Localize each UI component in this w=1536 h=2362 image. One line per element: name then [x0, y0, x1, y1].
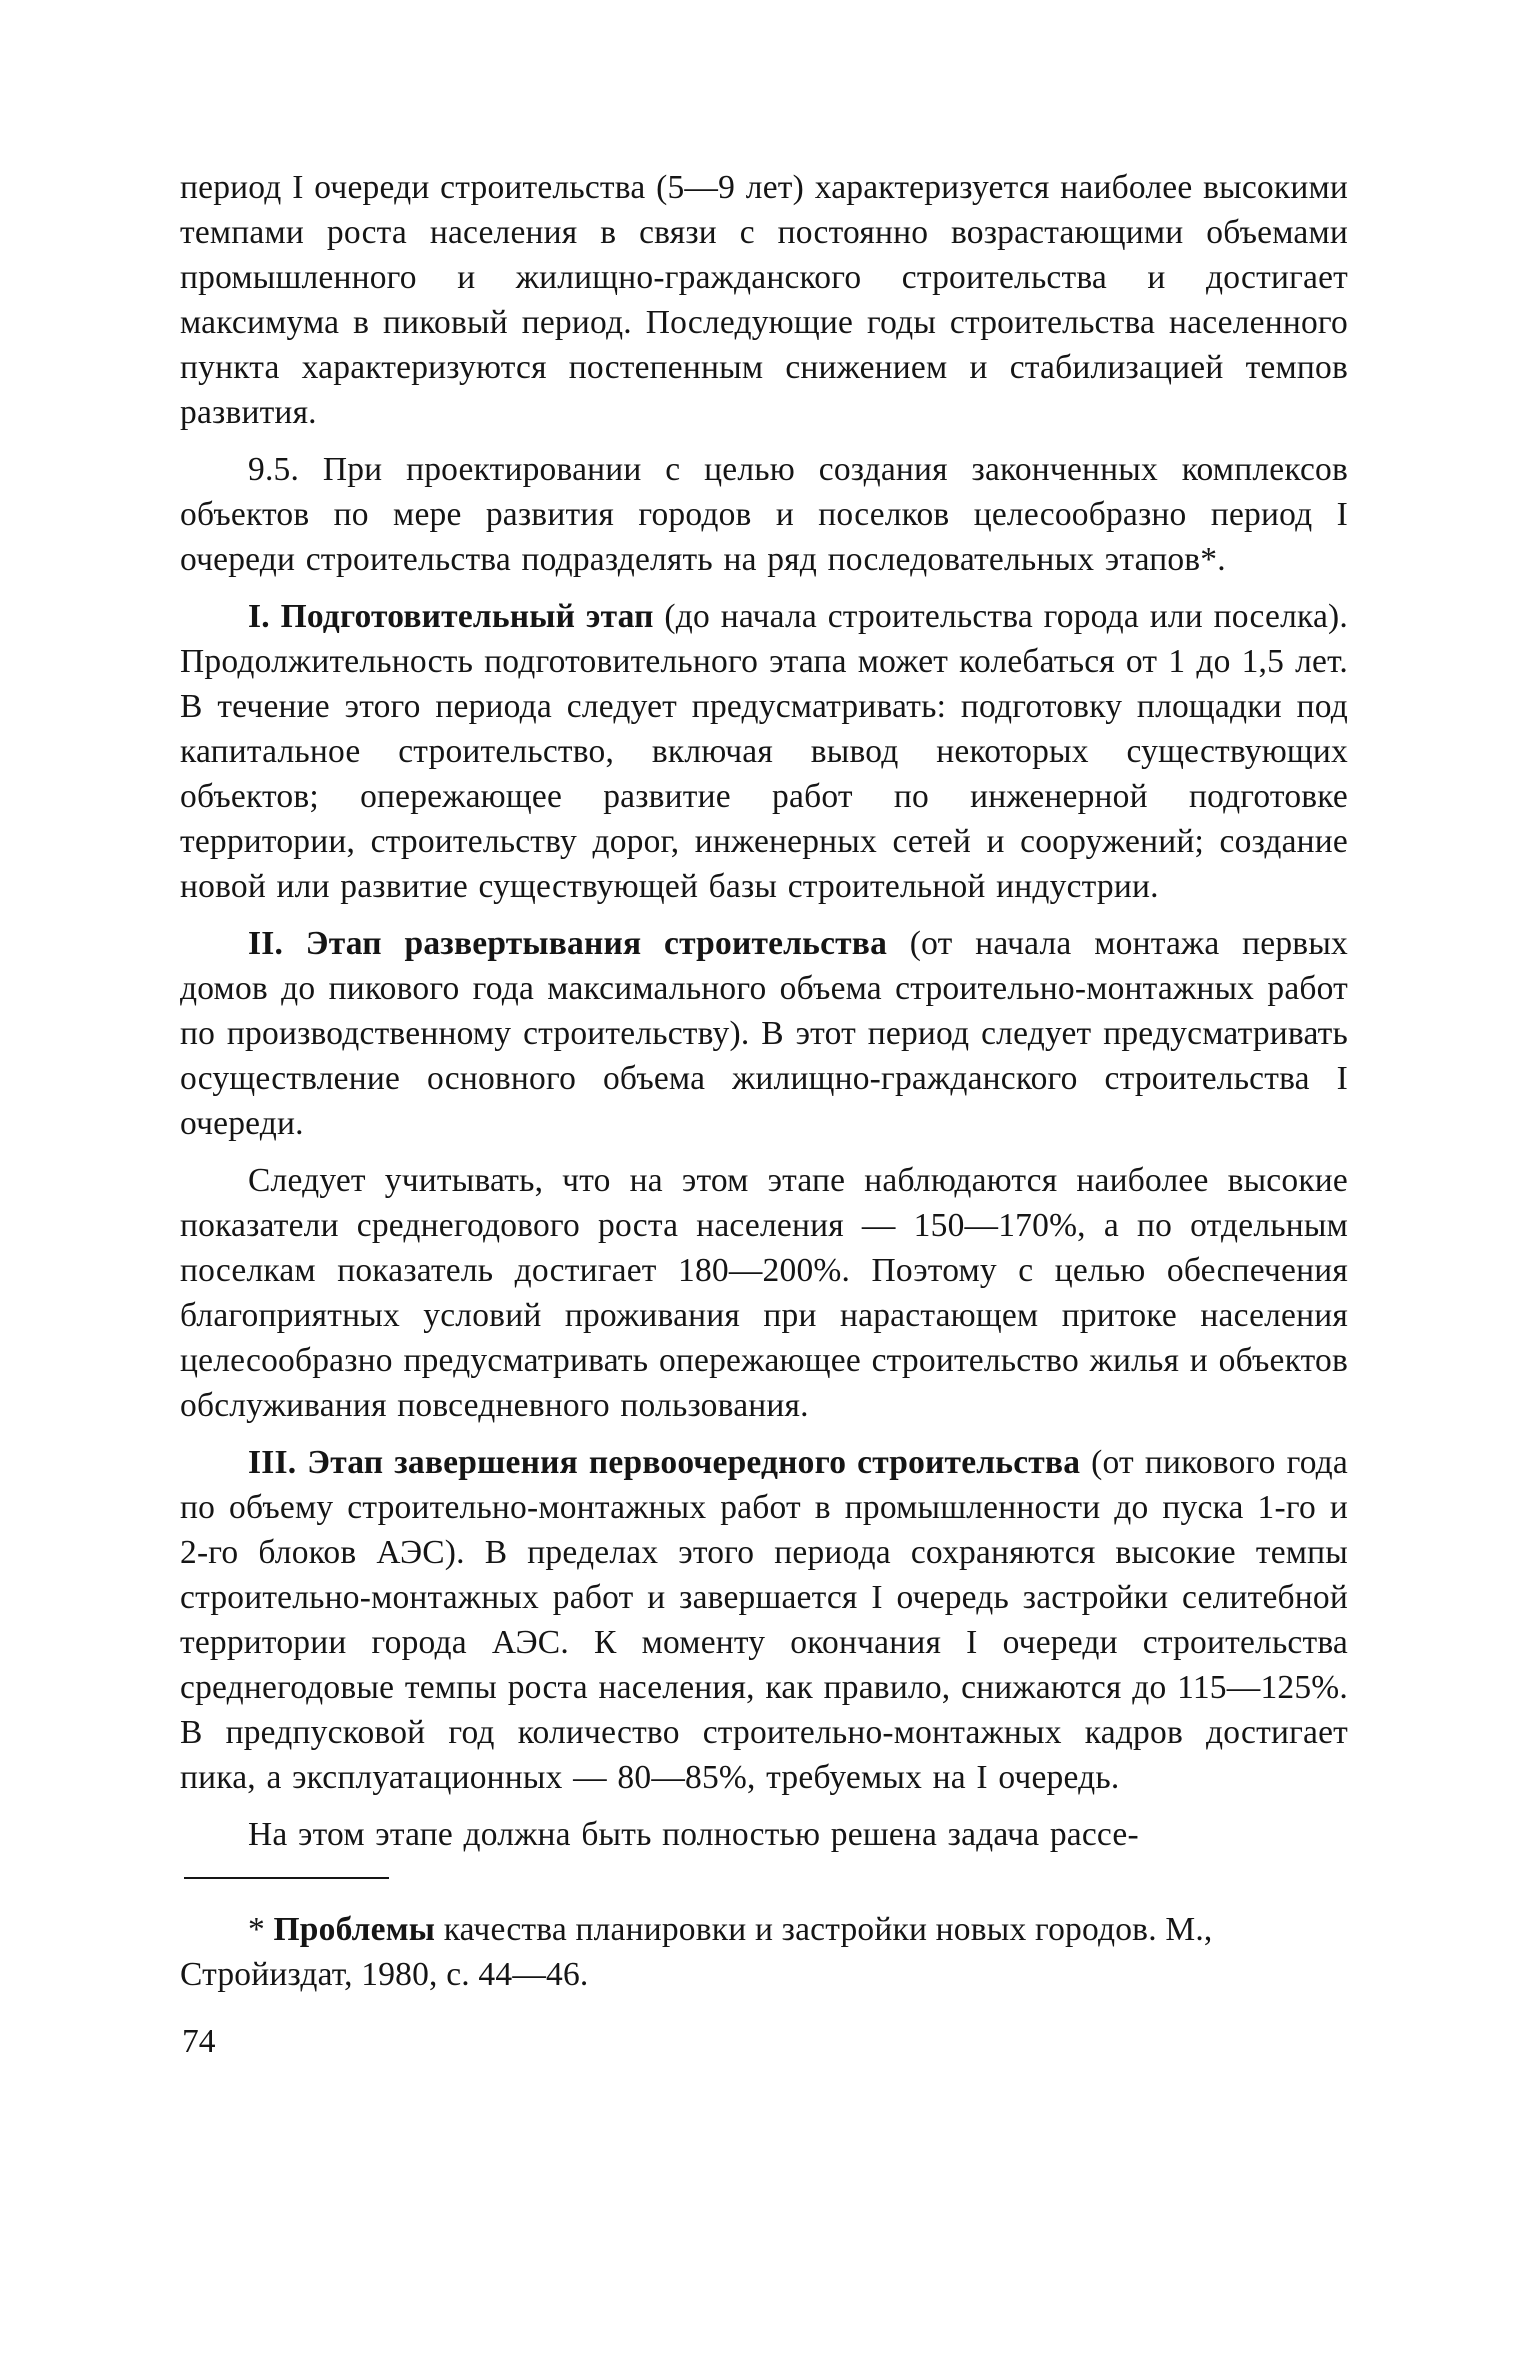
stage-2-heading: II. Этап развертывания строительства	[248, 925, 888, 962]
stage-3-heading: III. Этап завершения первоочередного строительства	[248, 1444, 1081, 1481]
page-number: 74	[182, 2023, 216, 2060]
footnote-lead: Проблемы	[273, 1911, 436, 1948]
footnote	[180, 1907, 1348, 1997]
paragraph-stage-1	[180, 594, 1348, 909]
stage-1-text: (до начала строительства города или поселка). Продолжительность подготовительного этапа может колебаться от 1 до 1,5 лет. В течение этого периода следует предусматривать: подготовку площадки под капитальное строительство, включая вывод некоторых существующих объектов; опережающее развитие работ по инженерной подготовке территории, строительству дорог, инженерных сетей и сооружений; создание новой или развитие существующей базы строительной индустрии.	[180, 598, 1348, 905]
paragraph-population-growth: Следует учитывать, что на этом этапе наблюдаются наиболее высокие показатели среднегодового роста населения — 150—170%, а по отдельным поселкам показатель достигает 180—200%. Поэтому с целью обеспечения благоприятных условий проживания при нарастающем притоке населения целесообразно предусматривать опережающее строительство жилья и объектов обслуживания повседневного пользования.	[180, 1162, 1348, 1424]
paragraph-stage-2	[180, 921, 1348, 1146]
stage-2-text: (от начала монтажа первых домов до пикового года максимального объема строительно-монтажных работ по производственному строительству). В этот период следует предусматривать осуществление основного объема жилищно-гражданского строительства I очереди.	[180, 925, 1348, 1142]
stage-3-text: (от пикового года по объему строительно-монтажных работ в промышленности до пуска 1-го и 2-го блоков АЭС). В пределах этого периода сохраняются высокие темпы строительно-монтажных работ и завершается I очередь застройки селитебной территории города АЭС. К моменту окончания I очереди строительства среднегодовые темпы роста населения, как правило, снижаются до 115—125%. В предпусковой год количество строительно-монтажных кадров достигает пика, а эксплуатационных — 80—85%, требуемых на I очередь.	[180, 1444, 1348, 1796]
footnote-marker: *	[248, 1911, 274, 1948]
paragraph-continuation: период I очереди строительства (5—9 лет) характеризуется наиболее высокими темпами роста населения в связи с постоянно возрастающими объемами промышленного и жилищно-гражданского строительства и достигает максимума в пиковый период. Последующие годы строительства населенного пункта характеризуются постепенным снижением и стабилизацией темпов развития.	[180, 169, 1348, 431]
paragraph-final: На этом этапе должна быть полностью решена задача рассе-	[248, 1816, 1139, 1853]
document-page	[180, 165, 1348, 2064]
stage-1-heading: I. Подготовительный этап	[248, 598, 654, 635]
paragraph-9-5: 9.5. При проектировании с целью создания законченных комплексов объектов по мере развития городов и поселков целесообразно период I очереди строительства подразделять на ряд последовательных этапов*.	[180, 451, 1348, 578]
footnote-divider	[184, 1877, 389, 1879]
paragraph-stage-3	[180, 1440, 1348, 1800]
footnote-text: качества планировки и застройки новых городов. М., Стройиздат, 1980, с. 44—46.	[180, 1911, 1213, 1993]
